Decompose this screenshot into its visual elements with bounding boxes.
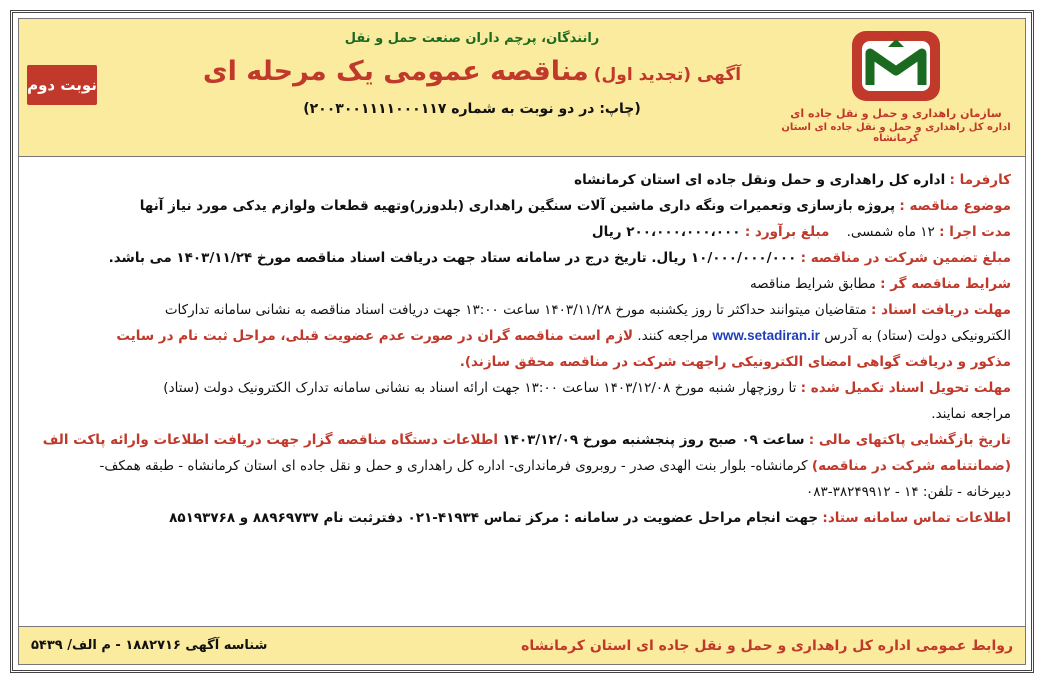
subject-value: پروژه بازسازی وتعمیرات ونگه داری ماشین آلات سنگین راهداری (بلدوزر)وتهیه قطعات ولوازم یدکی مورد نیاز آنها xyxy=(139,198,896,214)
opening-label: تاریخ بازگشایی پاکتهای مالی : xyxy=(808,432,1011,448)
ad-content xyxy=(33,167,1011,645)
row-deliver-2 xyxy=(33,401,1011,427)
advertisement-frame xyxy=(10,10,1034,673)
receive-label: مهلت دریافت اسناد : xyxy=(871,302,1011,318)
footer-public-relations: روابط عمومی اداره کل راهداری و حمل و نقل جاده ای استان کرمانشاه xyxy=(521,638,1013,654)
guarantee-value: ۱۰/۰۰۰/۰۰۰/۰۰۰ ریال. تاریخ درج در سامانه ستاد جهت دریافت اسناد مناقصه مورخ ۱۴۰۳/۱۱/۲۴ می باشد. xyxy=(108,250,797,266)
row-phone xyxy=(33,479,1011,505)
header-prefix: آگهی (تجدید اول) xyxy=(593,65,742,85)
rmto-logo-icon xyxy=(848,27,944,105)
header-title: مناقصه عمومی یک مرحله ای xyxy=(202,56,589,87)
deliver-text-1: تا روزچهار شنبه مورخ ۱۴۰۳/۱۲/۰۸ ساعت ۱۳:۰۰ جهت ارائه اسناد به نشانی سامانه تدارک الکترونیک دولت (ستاد) xyxy=(163,380,797,396)
info-phone: دبیرخانه - تلفن: ۱۴ - ۳۸۲۴۹۹۱۲-۰۸۳ xyxy=(805,484,1011,500)
header-motto: رانندگان، پرچم داران صنعت حمل و نقل xyxy=(344,31,600,46)
opening-value: ساعت ۰۹ صبح روز پنجشنبه مورخ ۱۴۰۳/۱۲/۰۹ xyxy=(502,432,805,448)
setadiran-link[interactable]: www.setadiran.ir xyxy=(712,328,820,343)
row-employer xyxy=(33,167,1011,193)
header-title-line xyxy=(169,56,775,87)
estimate-value: ۲۰۰،۰۰۰،۰۰۰،۰۰۰ ریال xyxy=(591,224,741,240)
duration-value: ۱۲ ماه شمسی. xyxy=(846,224,935,240)
contact-value: جهت انجام مراحل عضویت در سامانه : مرکز تماس ۴۱۹۳۴-۰۲۱ دفترثبت نام ۸۸۹۶۹۷۳۷ و ۸۵۱۹۳۷۶۸ xyxy=(169,510,819,526)
info-paren: (ضمانتنامه شرکت در مناقصه) xyxy=(811,458,1011,474)
contact-label: اطلاعات تماس سامانه ستاد: xyxy=(822,510,1011,526)
info-address: کرمانشاه- بلوار بنت الهدی صدر - روبروی فرمانداری- اداره کل راهداری و حمل و نقل جاده ای استان کرمانشاه - طبقه همکف- xyxy=(99,458,808,474)
estimate-label: مبلغ برآورد : xyxy=(744,224,830,240)
deliver-label: مهلت تحویل اسناد تکمیل شده : xyxy=(800,380,1011,396)
row-deliver-1 xyxy=(33,375,1011,401)
receive-note-1: لازم است مناقصه گران در صورت عدم عضویت قبلی، مراحل ثبت نام در سایت xyxy=(116,328,634,344)
receive-text-2b: مراجعه کنند. xyxy=(637,328,709,344)
deliver-text-2: مراجعه نمایند. xyxy=(931,406,1011,422)
row-contact xyxy=(33,505,1011,531)
logo-sub-name: اداره کل راهداری و حمل و نقل جاده ای استان کرمانشاه xyxy=(781,122,1011,144)
conditions-value: مطابق شرایط مناقصه xyxy=(749,276,876,292)
receive-text-2a: الکترونیکی دولت (ستاد) به آدرس xyxy=(824,328,1011,344)
logo-block xyxy=(781,27,1011,151)
row-receive-1 xyxy=(33,297,1011,323)
nobat-badge: نوبت دوم xyxy=(27,65,97,105)
info-label: اطلاعات دستگاه مناقصه گزار جهت دریافت اطلاعات وارائه پاکت الف xyxy=(42,432,499,448)
employer-label: کارفرما : xyxy=(949,172,1011,188)
conditions-label: شرایط مناقصه گر : xyxy=(880,276,1011,292)
header-print-note: (چاپ: در دو نوبت به شماره ۲۰۰۳۰۰۱۱۱۱۰۰۰۱۱۷) xyxy=(303,101,641,117)
employer-value: اداره کل راهداری و حمل ونقل جاده ای استان کرمانشاه xyxy=(574,172,946,188)
receive-note-2: مذکور و دریافت گواهی امضای الکترونیکی راجهت شرکت در مناقصه محقق سازند). xyxy=(459,354,1011,370)
row-opening xyxy=(33,427,1011,453)
advertisement-inner-border xyxy=(18,18,1026,665)
duration-label: مدت اجرا : xyxy=(939,224,1011,240)
row-duration xyxy=(33,219,1011,245)
row-guarantee xyxy=(33,245,1011,271)
header-center xyxy=(169,31,775,117)
logo-org-name: سازمان راهداری و حمل و نقل جاده ای xyxy=(790,107,1002,120)
footer-band xyxy=(19,626,1025,664)
footer-ad-id: شناسه آگهی ۱۸۸۲۷۱۶ - م الف/ ۵۴۳۹ xyxy=(31,638,268,653)
row-subject xyxy=(33,193,1011,219)
subject-label: موضوع مناقصه : xyxy=(899,198,1011,214)
row-info xyxy=(33,453,1011,479)
header-band xyxy=(19,19,1025,157)
row-conditions xyxy=(33,271,1011,297)
guarantee-label: مبلغ تضمین شرکت در مناقصه : xyxy=(800,250,1011,266)
row-receive-2 xyxy=(33,323,1011,349)
receive-text-1: متقاضیان میتوانند حداکثر تا روز یکشنبه مورخ ۱۴۰۳/۱۱/۲۸ ساعت ۱۳:۰۰ جهت دریافت اسناد مناقصه به نشانی سامانه تدارکات xyxy=(164,302,867,318)
row-receive-3 xyxy=(33,349,1011,375)
